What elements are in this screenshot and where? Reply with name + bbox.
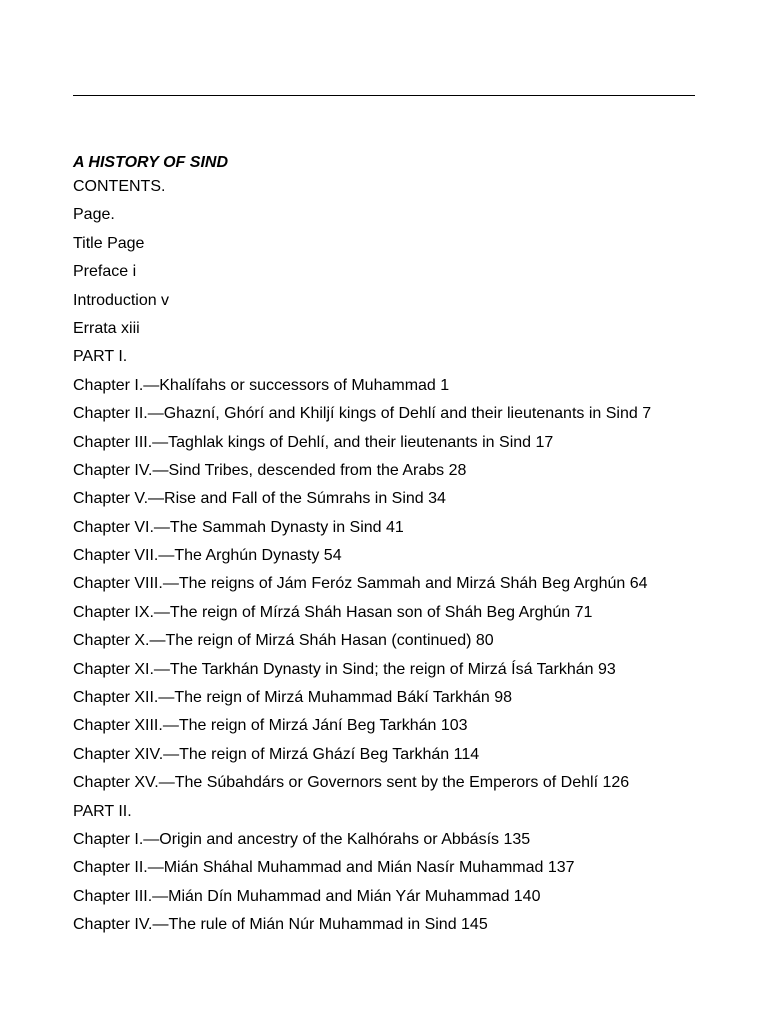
contents-line: CONTENTS. [73,178,166,195]
contents-line: Chapter VI.—The Sammah Dynasty in Sind 41 [73,518,404,536]
contents-line: Introduction v [73,291,170,309]
contents-line: Chapter I.—Origin and ancestry of the Kalhórahs or Abbásís 135 [73,830,531,848]
contents-line: Chapter IV.—The rule of Mián Núr Muhammad in Sind 145 [73,916,488,934]
contents-line: Chapter X.—The reign of Mirzá Sháh Hasan (continued) 80 [73,632,494,650]
document-title: A HISTORY OF SIND [73,154,228,171]
contents-line: Chapter III.—Taghlak kings of Dehlí, and their lieutenants in Sind 17 [73,433,554,451]
contents-line: Chapter XIV.—The reign of Mirzá Ghází Beg Tarkhán 114 [73,745,480,763]
contents-line: Chapter VIII.—The reigns of Jám Feróz Sammah and Mirzá Sháh Beg Arghún 64 [73,575,648,593]
contents-line: Chapter XV.—The Súbahdárs or Governors sent by the Emperors of Dehlí 126 [73,774,630,792]
contents-line: Chapter VII.—The Arghún Dynasty 54 [73,547,342,565]
contents-line: Chapter III.—Mián Dín Muhammad and Mián Yár Muhammad 140 [73,887,541,905]
contents-line: Chapter IV.—Sind Tribes, descended from the Arabs 28 [73,461,467,479]
contents-list [73,176,695,936]
contents-line: Preface i [73,263,137,281]
contents-line: PART I. [73,348,128,366]
contents-line: Chapter I.—Khalífahs or successors of Muhammad 1 [73,376,450,394]
contents-line: Chapter II.—Mián Sháhal Muhammad and Mián Nasír Muhammad 137 [73,859,575,877]
contents-line: Chapter II.—Ghazní, Ghórí and Khiljí kings of Dehlí and their lieutenants in Sind 7 [73,405,652,423]
contents-line: PART II. [73,802,132,820]
contents-line: Chapter IX.—The reign of Mírzá Sháh Hasan son of Sháh Beg Arghún 71 [73,603,593,621]
contents-section [73,152,695,943]
contents-line: Page. [73,206,115,224]
contents-line: Chapter V.—Rise and Fall of the Súmrahs in Sind 34 [73,490,446,508]
contents-line: Title Page [73,234,145,252]
horizontal-rule [73,95,695,96]
contents-line: Chapter XI.—The Tarkhán Dynasty in Sind; the reign of Mirzá Ísá Tarkhán 93 [73,660,616,678]
contents-line: Chapter XII.—The reign of Mirzá Muhammad Bákí Tarkhán 98 [73,689,513,707]
contents-line: Errata xiii [73,319,140,337]
contents-line: Chapter XIII.—The reign of Mirzá Jání Beg Tarkhán 103 [73,717,468,735]
